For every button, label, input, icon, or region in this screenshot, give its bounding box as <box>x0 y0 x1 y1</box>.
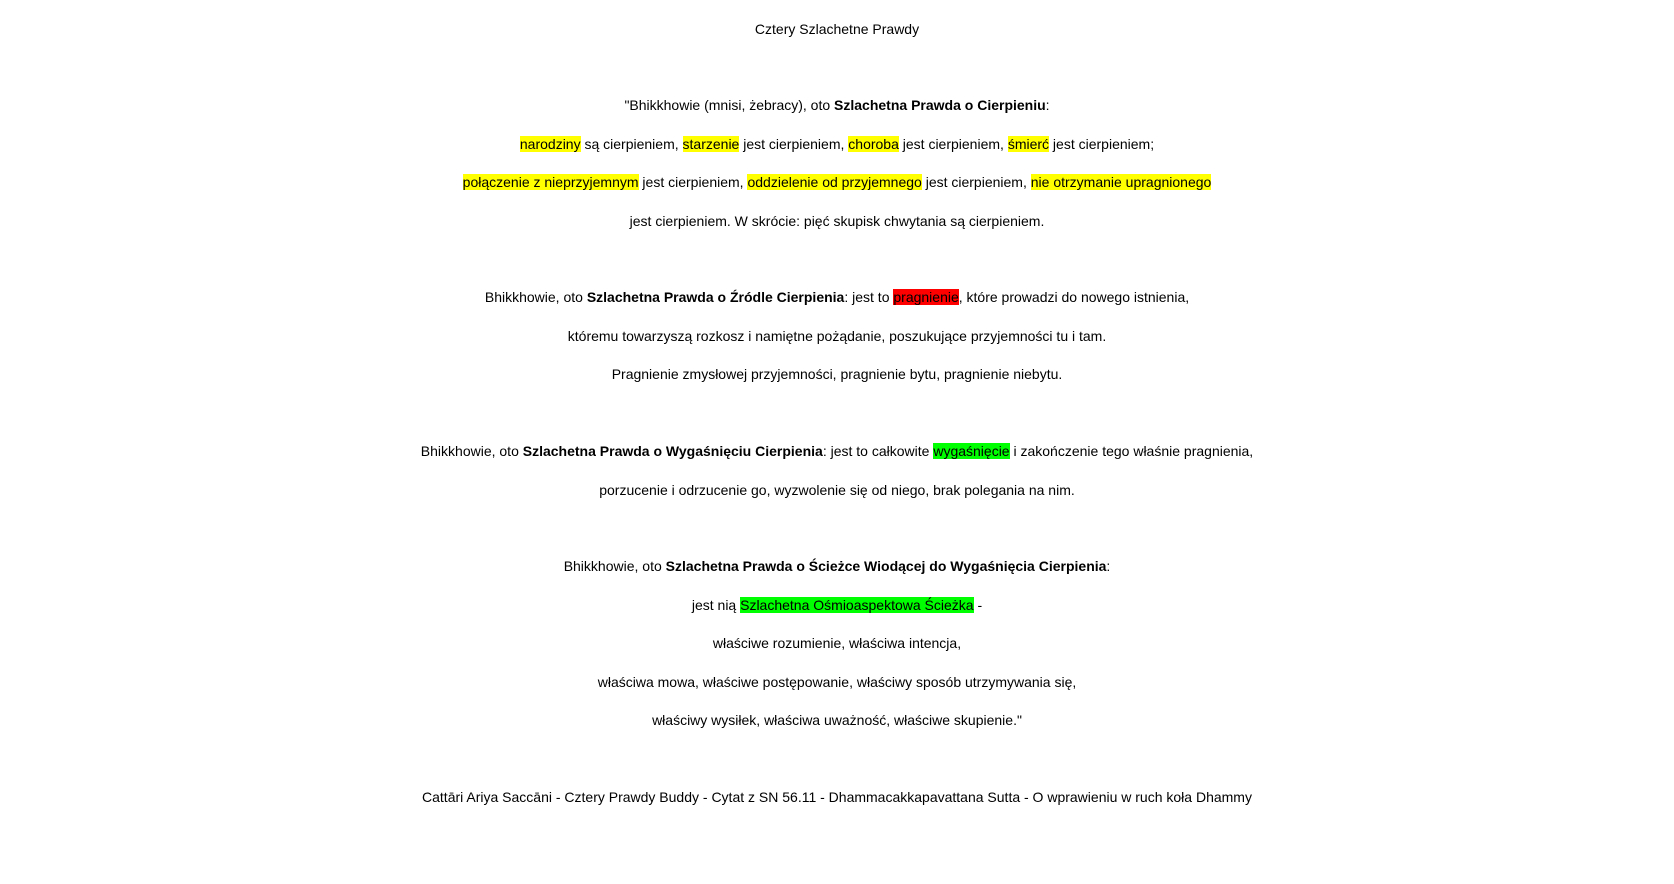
text: Bhikkhowie, oto <box>484 289 587 305</box>
highlight-red: pragnienie <box>893 289 959 305</box>
text: "Bhikkhowie (mnisi, żebracy), oto <box>624 97 835 113</box>
highlight-yellow: oddzielenie od przyjemnego <box>747 174 922 190</box>
highlight-yellow: starzenie <box>682 136 740 152</box>
highlight-green: Szlachetna Ośmioaspektowa Ścieżka <box>740 597 974 613</box>
bold-heading: Szlachetna Prawda o Cierpieniu <box>834 97 1046 113</box>
bold-heading: Szlachetna Prawda o Źródle Cierpienia <box>586 289 845 305</box>
citation-footer: Cattāri Ariya Saccāni - Cztery Prawdy Buddy - Cytat z SN 56.11 - Dhammacakkapavattana Sutta - O wprawieniu w ruch koła Dhammy <box>422 789 1252 805</box>
p4-line-1 <box>0 551 1674 581</box>
text: jest cierpieniem, <box>739 136 849 152</box>
text: Bhikkhowie, oto <box>563 558 666 574</box>
highlight-yellow: choroba <box>848 136 899 152</box>
text: : <box>1106 558 1111 574</box>
p4-line-5: właściwy wysiłek, właściwa uważność, właściwe skupienie." <box>652 712 1022 728</box>
p1-line-4: jest cierpieniem. W skrócie: pięć skupisk chwytania są cierpieniem. <box>629 213 1045 229</box>
p1-line-2 <box>0 129 1674 159</box>
text: jest cierpieniem, <box>898 136 1008 152</box>
p2-line-3: Pragnienie zmysłowej przyjemności, pragnienie bytu, pragnienie niebytu. <box>611 366 1063 382</box>
text: Bhikkhowie, oto <box>420 443 523 459</box>
text: jest cierpieniem, <box>638 174 748 190</box>
p3-line-1 <box>0 436 1674 466</box>
p4-line-3: właściwe rozumienie, właściwa intencja, <box>712 635 962 651</box>
p2-line-1 <box>0 282 1674 312</box>
text: , które prowadzi do nowego istnienia, <box>958 289 1190 305</box>
p1-line-3 <box>0 167 1674 197</box>
highlight-yellow: narodziny <box>519 136 581 152</box>
text: : jest to całkowite <box>822 443 934 459</box>
text: jest cierpieniem; <box>1049 136 1155 152</box>
p3-line-2: porzucenie i odrzucenie go, wyzwolenie się od niego, brak polegania na nim. <box>599 482 1075 498</box>
highlight-yellow: śmierć <box>1007 136 1050 152</box>
text: : <box>1045 97 1050 113</box>
text: : jest to <box>844 289 894 305</box>
p2-line-2: któremu towarzyszą rozkosz i namiętne pożądanie, poszukujące przyjemności tu i tam. <box>567 328 1107 344</box>
p4-line-2 <box>0 590 1674 620</box>
document-title: Cztery Szlachetne Prawdy <box>754 21 920 37</box>
highlight-yellow: połączenie z nieprzyjemnym <box>462 174 639 190</box>
text: jest nią <box>691 597 741 613</box>
text: i zakończenie tego właśnie pragnienia, <box>1009 443 1254 459</box>
p1-line-1 <box>0 90 1674 120</box>
bold-heading: Szlachetna Prawda o Wygaśnięciu Cierpienia <box>522 443 823 459</box>
text: - <box>973 597 983 613</box>
text: są cierpieniem, <box>580 136 683 152</box>
bold-heading: Szlachetna Prawda o Ścieżce Wiodącej do Wygaśnięcia Cierpienia <box>665 558 1107 574</box>
highlight-green: wygaśnięcie <box>933 443 1010 459</box>
text: jest cierpieniem, <box>921 174 1031 190</box>
p4-line-4: właściwa mowa, właściwe postępowanie, właściwy sposób utrzymywania się, <box>597 674 1077 690</box>
highlight-yellow: nie otrzymanie upragnionego <box>1030 174 1212 190</box>
